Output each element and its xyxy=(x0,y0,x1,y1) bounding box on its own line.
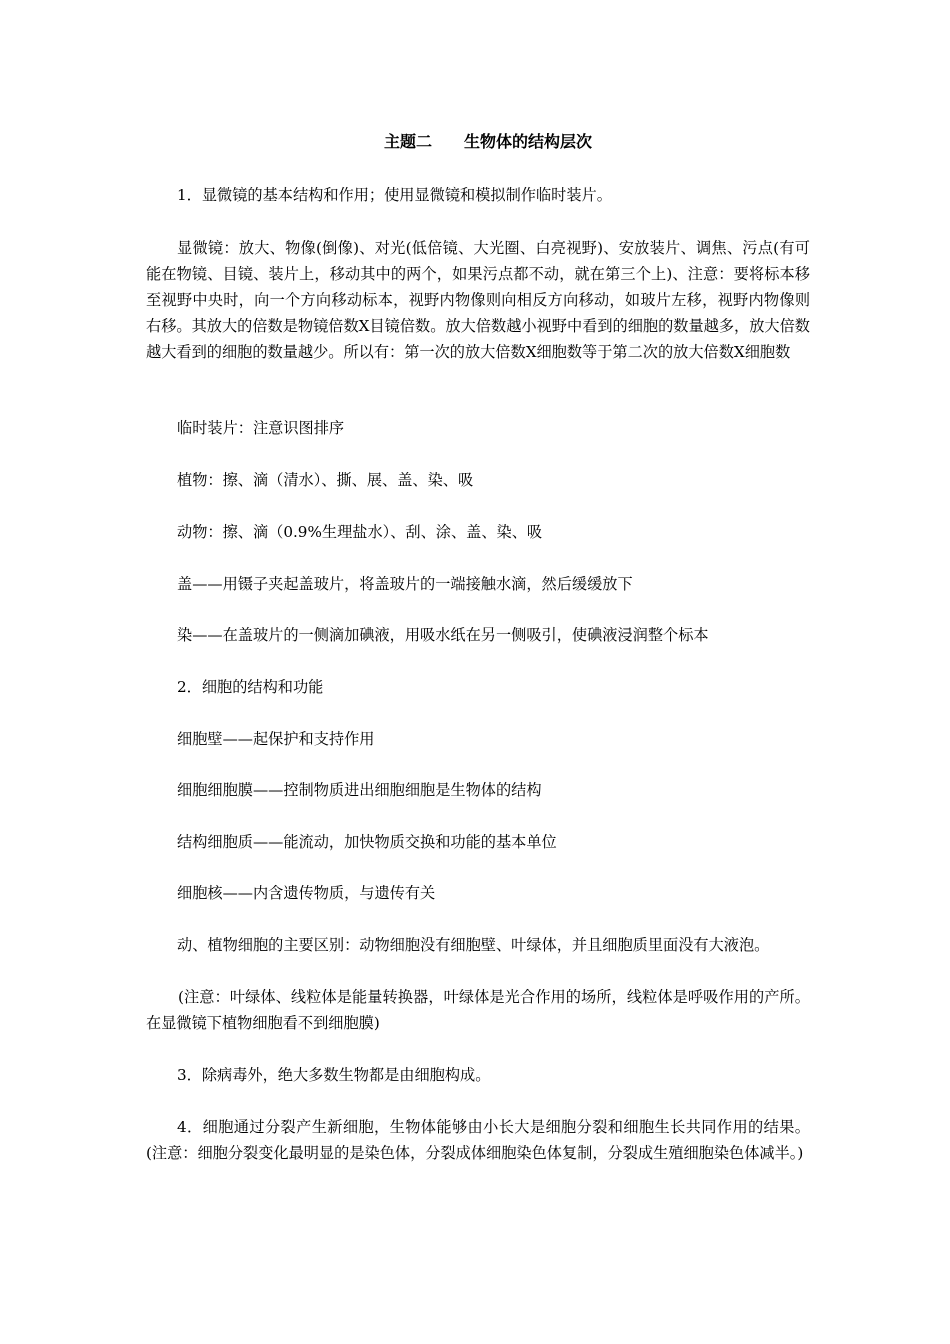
paragraph-animal-steps: 动物：擦、滴（0.9%生理盐水）、刮、涂、盖、染、吸 xyxy=(177,523,543,541)
paragraph-plant-steps: 植物：擦、滴（清水）、撕、展、盖、染、吸 xyxy=(177,471,474,489)
paragraph-cover-step: 盖——用镊子夹起盖玻片，将盖玻片的一端接触水滴，然后缓缓放下 xyxy=(177,575,633,593)
paragraph-cytoplasm: 结构细胞质——能流动，加快物质交换和功能的基本单位 xyxy=(177,833,557,851)
paragraph-virus-exception: 3．除病毒外，绝大多数生物都是由细胞构成。 xyxy=(177,1066,491,1084)
paragraph-cell-differences: 动、植物细胞的主要区别：动物细胞没有细胞壁、叶绿体，并且细胞质里面没有大液泡。 xyxy=(177,936,770,954)
paragraph-cell-membrane: 细胞细胞膜——控制物质进出细胞细胞是生物体的结构 xyxy=(177,781,542,799)
paragraph-cell-heading: 2．细胞的结构和功能 xyxy=(177,678,324,696)
paragraph-temp-slide: 临时装片：注意识图排序 xyxy=(177,419,345,437)
paragraph-stain-step: 染——在盖玻片的一侧滴加碘液，用吸水纸在另一侧吸引，使碘液浸润整个标本 xyxy=(177,626,709,644)
paragraph-nucleus: 细胞核——内含遗传物质，与遗传有关 xyxy=(177,884,436,902)
paragraph-microscope-heading: 1．显微镜的基本结构和作用；使用显微镜和模拟制作临时装片。 xyxy=(177,186,612,204)
paragraph-cell-wall: 细胞壁——起保护和支持作用 xyxy=(177,730,375,748)
paragraph-microscope-usage: 显微镜：放大、物像(倒像)、对光(低倍镜、大光圈、白亮视野)、安放装片、调焦、污点(有可能在物镜、目镜、装片上，移动其中的两个，如果污点都不动，就在第三个上)、注意：要将标本移至视野中央时，向一个方向移动标本，视野内物像则向相反方向移动，如玻片左移，视野内物像则右移。其放大的倍数是物镜倍数X目镜倍数。放大倍数越小视野中看到的细胞的数量越多，放大倍数越大看到的细胞的数量越少。所以有：第一次的放大倍数X细胞数等于第二次的放大倍数X细胞数 xyxy=(146,239,810,361)
paragraph-cell-division: 4．细胞通过分裂产生新细胞，生物体能够由小长大是细胞分裂和细胞生长共同作用的结果。(注意：细胞分裂变化最明显的是染色体，分裂成体细胞染色体复制，分裂成生殖细胞染色体减半。) xyxy=(146,1118,810,1162)
document-title: 主题二 生物体的结构层次 xyxy=(383,132,592,151)
paragraph-organelle-note: (注意：叶绿体、线粒体是能量转换器，叶绿体是光合作用的场所，线粒体是呼吸作用的产所。在显微镜下植物细胞看不到细胞膜) xyxy=(146,988,810,1032)
